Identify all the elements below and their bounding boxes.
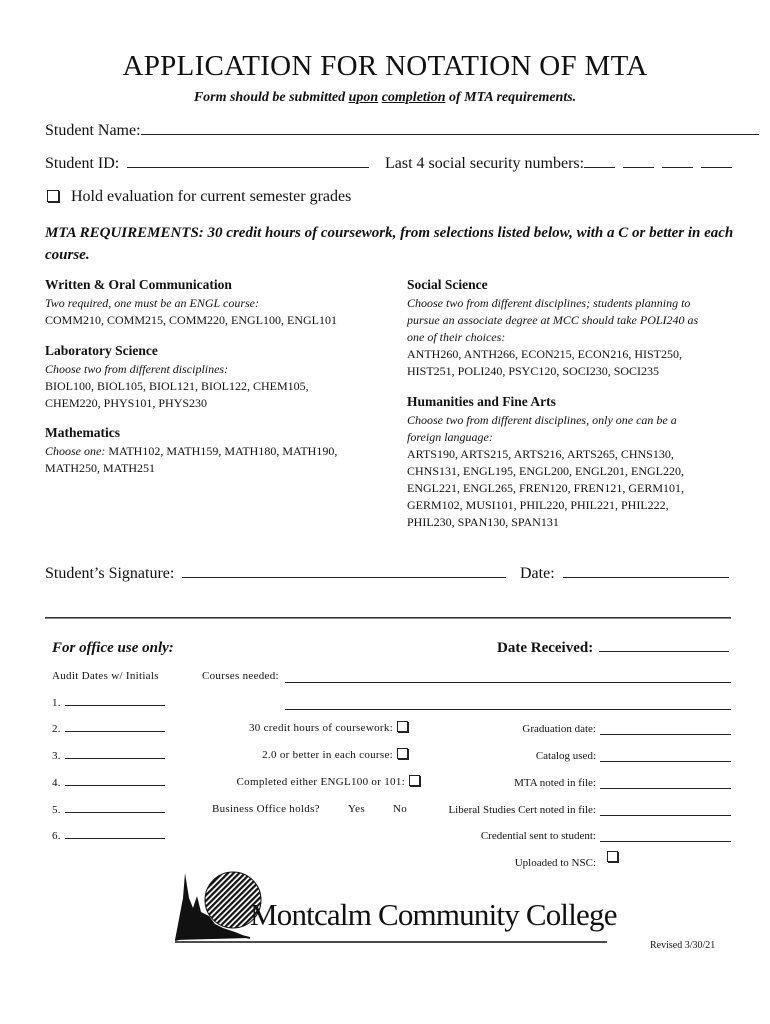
revised-date: Revised 3/30/21 <box>650 940 716 951</box>
college-name: Montcalm Community College <box>250 897 617 932</box>
section-title: Written & Oral Communication <box>45 277 232 292</box>
date-received-row <box>497 640 729 657</box>
page-title: APPLICATION FOR NOTATION OF MTA <box>122 50 648 82</box>
date-received-label: Date Received: <box>497 640 594 656</box>
math-courses-1: MATH102, MATH159, MATH180, MATH190, <box>105 444 338 458</box>
student-name-field[interactable] <box>141 134 759 135</box>
section-note: pursue an associate degree at MCC should take POLI240 as <box>407 313 699 327</box>
credit-hours-checkbox[interactable] <box>397 721 408 732</box>
gpa-checkbox[interactable] <box>397 748 408 759</box>
date-label: Date: <box>520 565 555 582</box>
audit-number: 1. <box>52 697 61 709</box>
section-courses: ARTS190, ARTS215, ARTS216, ARTS265, CHNS130, <box>407 447 674 461</box>
ssn-field-3[interactable] <box>662 167 693 168</box>
ssn-field-4[interactable] <box>701 167 732 168</box>
section-note: Choose two from different disciplines: <box>45 362 229 376</box>
section-title: Mathematics <box>45 425 120 440</box>
gpa-label: 2.0 or better in each course: <box>262 749 393 761</box>
audit-dates-label: Audit Dates w/ Initials <box>52 670 159 682</box>
student-name-row <box>45 122 759 140</box>
audit-field[interactable] <box>65 785 165 786</box>
audit-field[interactable] <box>65 812 165 813</box>
audit-row-4 <box>52 777 165 789</box>
credit-hours-label: 30 credit hours of coursework: <box>248 722 393 734</box>
section-courses <box>45 443 390 460</box>
credit-hours-row <box>200 721 408 734</box>
section-courses: ENGL221, ENGL265, FREN120, FREN121, GERM101, <box>407 481 685 495</box>
office-use-title: For office use only: <box>52 640 174 656</box>
catalog-field[interactable] <box>600 749 731 762</box>
audit-field[interactable] <box>65 838 165 839</box>
section-courses: PHIL230, SPAN130, SPAN131 <box>407 515 559 529</box>
section-courses: HIST251, POLI240, PSYC120, SOCI230, SOCI235 <box>407 364 660 378</box>
page-subtitle <box>0 90 770 106</box>
section-note: Choose one: <box>45 444 106 458</box>
audit-row-1 <box>52 697 165 709</box>
subtitle-upon: upon <box>348 90 379 105</box>
ssn-row <box>385 155 732 173</box>
ssn-field-2[interactable] <box>623 167 654 168</box>
courses-needed-field-1[interactable] <box>285 670 731 683</box>
audit-row-3 <box>52 750 165 762</box>
subtitle-completion: completion <box>381 90 446 105</box>
engl-row <box>200 775 420 788</box>
student-id-row <box>45 155 369 173</box>
section-courses: CHNS131, ENGL195, ENGL200, ENGL201, ENGL220, <box>407 464 684 478</box>
subtitle-end: of MTA requirements. <box>445 90 577 105</box>
social-science-section <box>407 277 727 380</box>
audit-field[interactable] <box>65 731 165 732</box>
section-courses: BIOL100, BIOL105, BIOL121, BIOL122, CHEM105, <box>45 379 309 393</box>
audit-field[interactable] <box>65 705 165 706</box>
student-id-label: Student ID: <box>45 155 120 172</box>
section-title: Humanities and Fine Arts <box>407 394 556 409</box>
mathematics-section <box>45 425 390 477</box>
courses-needed-field-2[interactable] <box>285 697 731 710</box>
audit-number: 3. <box>52 750 61 762</box>
uploaded-nsc-label: Uploaded to NSC: <box>514 857 596 869</box>
liberal-studies-field[interactable] <box>600 803 731 816</box>
audit-row-6 <box>52 830 165 842</box>
audit-number: 2. <box>52 723 61 735</box>
ssn-label: Last 4 social security numbers: <box>385 155 585 172</box>
business-holds-label: Business Office holds? <box>212 803 320 815</box>
section-courses: ANTH260, ANTH266, ECON215, ECON216, HIST250, <box>407 347 682 361</box>
uploaded-nsc-checkbox-wrap <box>607 848 618 866</box>
lab-science-section <box>45 343 385 412</box>
business-no-option[interactable]: No <box>393 803 408 815</box>
date-field[interactable] <box>563 577 729 578</box>
graduation-label: Graduation date: <box>522 723 596 735</box>
catalog-label: Catalog used: <box>535 750 596 762</box>
mta-requirements: MTA REQUIREMENTS: 30 credit hours of coursework, from selections listed below, with a C or better in each course. <box>45 225 734 263</box>
divider <box>45 617 731 619</box>
credential-field[interactable] <box>600 829 731 842</box>
audit-number: 6. <box>52 830 61 842</box>
date-row <box>520 565 729 583</box>
hold-label: Hold evaluation for current semester grades <box>71 188 352 205</box>
mta-noted-label: MTA noted in file: <box>514 777 596 789</box>
section-title: Laboratory Science <box>45 343 158 358</box>
credential-label: Credential sent to student: <box>480 830 596 842</box>
section-courses: GERM102, MUSI101, PHIL220, PHIL221, PHIL222, <box>407 498 669 512</box>
liberal-studies-label: Liberal Studies Cert noted in file: <box>448 804 596 816</box>
mta-noted-field[interactable] <box>600 776 731 789</box>
signature-label: Student’s Signature: <box>45 565 175 582</box>
section-note: Two required, one must be an ENGL course: <box>45 296 259 310</box>
hold-row <box>47 188 351 206</box>
engl-label: Completed either ENGL100 or 101: <box>236 776 405 788</box>
section-title: Social Science <box>407 277 488 292</box>
audit-row-2 <box>52 723 165 735</box>
ssn-field-1[interactable] <box>584 167 615 168</box>
section-note: Choose two from different disciplines; students planning to <box>407 296 691 310</box>
courses-needed-label: Courses needed: <box>202 670 279 682</box>
hold-checkbox[interactable] <box>47 190 59 202</box>
audit-row-5 <box>52 804 165 816</box>
audit-field[interactable] <box>65 758 165 759</box>
student-name-label: Student Name: <box>45 122 141 139</box>
audit-number: 4. <box>52 777 61 789</box>
graduation-field[interactable] <box>600 722 731 735</box>
section-courses: MATH250, MATH251 <box>45 461 156 475</box>
section-note: one of their choices: <box>407 330 506 344</box>
humanities-section <box>407 394 727 531</box>
student-id-field[interactable] <box>127 167 369 168</box>
section-courses: COMM210, COMM215, COMM220, ENGL100, ENGL101 <box>45 313 338 327</box>
section-note: Choose two from different disciplines, only one can be a <box>407 413 677 427</box>
section-courses: CHEM220, PHYS101, PHYS230 <box>45 396 208 410</box>
signature-field[interactable] <box>182 577 506 578</box>
audit-number: 5. <box>52 804 61 816</box>
section-note: foreign language: <box>407 430 493 444</box>
business-yes-option[interactable]: Yes <box>348 803 365 815</box>
uploaded-nsc-checkbox[interactable] <box>607 851 618 862</box>
subtitle-text: Form should be submitted <box>193 90 349 105</box>
written-oral-section <box>45 277 385 329</box>
engl-checkbox[interactable] <box>409 775 420 786</box>
date-received-field[interactable] <box>599 651 729 652</box>
signature-row <box>45 565 506 583</box>
gpa-row <box>200 748 408 761</box>
